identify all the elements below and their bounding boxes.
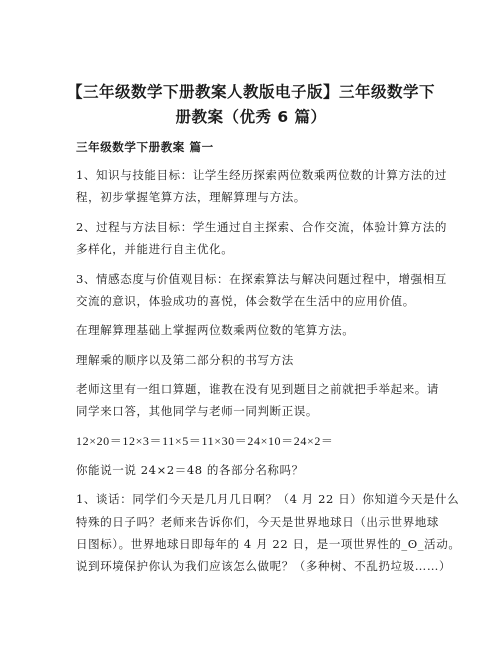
- formula-line: 12×20＝12×3＝11×5＝11×30＝24×10＝24×2＝: [76, 434, 334, 448]
- paragraph-line: 你能说一说 24×2＝48 的各部分名称吗？: [76, 463, 304, 477]
- document-title-line-1: 【三年级数学下册教案人教版电子版】三年级数学下: [66, 83, 435, 101]
- section-heading: 三年级数学下册教案 篇一: [76, 140, 214, 154]
- paragraph-line: 日图标）。世界地球日即每年的 4 月 22 日，是一项世界性的_ʘ_活动。: [76, 537, 461, 551]
- paragraph-line: 理解乘的顺序以及第二部分积的书写方法: [76, 353, 294, 367]
- paragraph-line: 老师这里有一组口算题，谁教在没有见到题目之前就把手举起来。请: [76, 382, 439, 396]
- paragraph-line: 说到环境保护你认为我们应该怎么做呢？（多种树、不乱扔垃圾……）: [76, 559, 452, 573]
- paragraph-line: 在理解算理基础上掌握两位数乘两位数的笔算方法。: [76, 323, 355, 337]
- paragraph-line: 2、过程与方法目标：学生通过自主探索、合作交流，体验计算方法的: [76, 220, 447, 234]
- document-title-line-2: 册教案（优秀 6 篇）: [175, 108, 327, 126]
- paragraph-line: 1、知识与技能目标：让学生经历探索两位数乘两位数的计算方法的过: [76, 168, 447, 182]
- paragraph-line: 同学来口答，其他同学与老师一同判断正误。: [76, 404, 318, 418]
- paragraph-line: 程，初步掌握笔算方法，理解算理与方法。: [76, 190, 306, 204]
- paragraph-line: 3、情感态度与价值观目标：在探索算法与解决问题过程中，增强相互: [76, 272, 447, 286]
- paragraph-line: 多样化，并能进行自主优化。: [76, 242, 234, 256]
- paragraph-line: 特殊的日子吗？老师来告诉你们，今天是世界地球日（出示世界地球: [76, 515, 439, 529]
- paragraph-line: 交流的意识，体验成功的喜悦，体会数学在生活中的应用价值。: [76, 294, 415, 308]
- paragraph-line: 1、谈话：同学们今天是几月几日啊？（4 月 22 日）你知道今天是什么: [76, 492, 460, 506]
